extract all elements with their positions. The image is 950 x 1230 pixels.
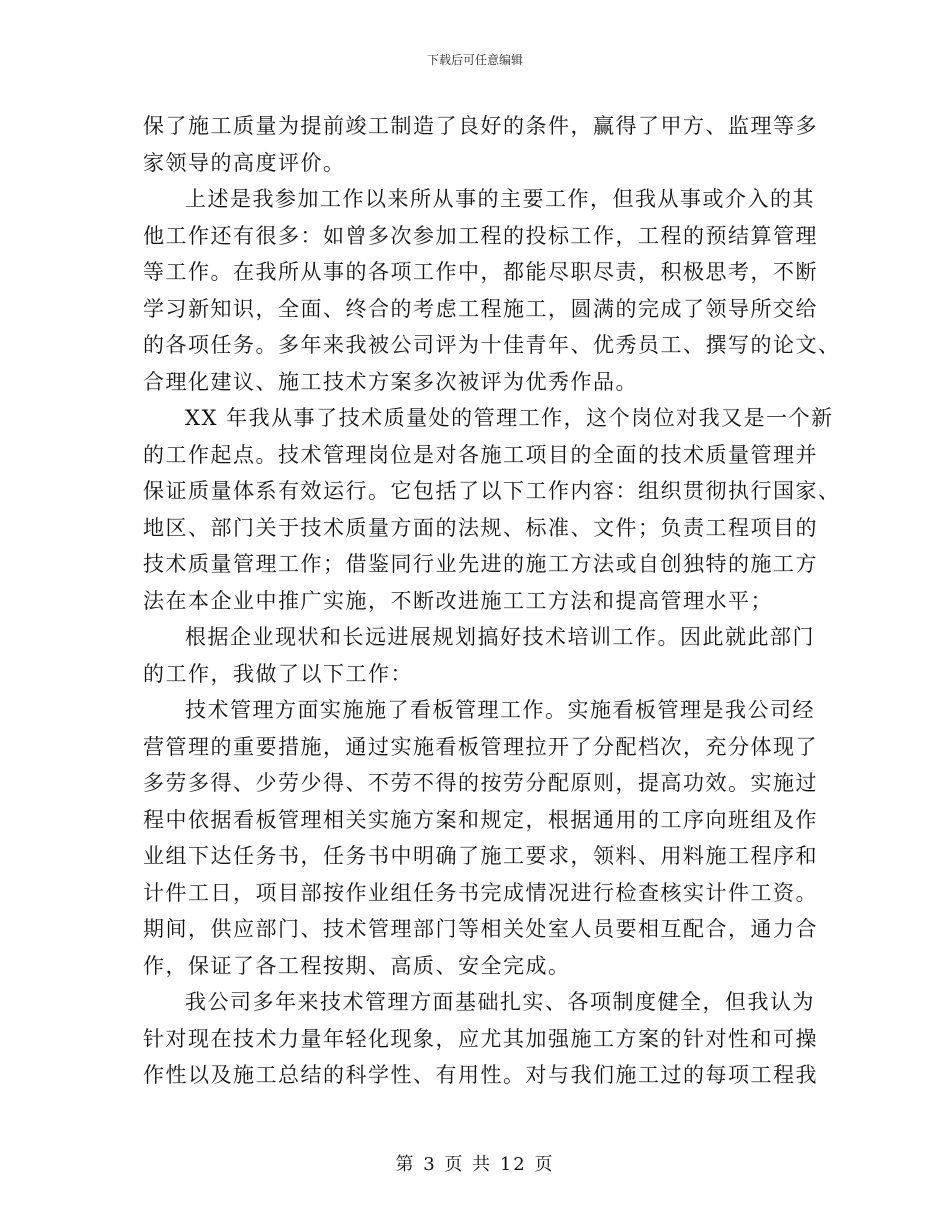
text-line: 的工作，我做了以下工作：	[143, 661, 413, 686]
text-line: 技术管理方面实施施了看板管理工作。实施看板管理是我公司经	[185, 698, 815, 722]
text-line: 他工作还有很多：如曾多次参加工程的投标工作，工程的预结算管理	[143, 223, 818, 248]
page-number-footer: 第 3 页 共 12 页	[395, 1154, 555, 1175]
text-line: 计件工日，项目部按作业组任务书完成情况进行检查核实计件工资。	[143, 880, 818, 905]
text-line: 的各项任务。多年来我被公司评为十佳青年、优秀员工、撰写的论文、	[143, 333, 841, 357]
text-line: 我公司多年来技术管理方面基础扎实、各项制度健全，但我认为	[185, 990, 815, 1014]
text-line: 地区、部门关于技术质量方面的法规、标准、文件；负责工程项目的	[143, 515, 818, 540]
text-line: 家领导的高度评价。	[143, 150, 346, 175]
text-line: 的工作起点。技术管理岗位是对各施工项目的全面的技术质量管理并	[143, 442, 818, 467]
text-line: 多劳多得、少劳少得、不劳不得的按劳分配原则，提高功效。实施过	[143, 771, 818, 795]
text-line: 法在本企业中推广实施，不断改进施工工方法和提高管理水平；	[143, 588, 773, 613]
page-header: 下载后可任意编辑	[426, 53, 523, 67]
text-line: 保了施工质量为提前竣工制造了良好的条件，赢得了甲方、监理等多	[143, 114, 818, 138]
text-line: 根据企业现状和长远进展规划搞好技术培训工作。因此就此部门	[185, 625, 815, 649]
text-line: 期间，供应部门、技术管理部门等相关处室人员要相互配合，通力合	[143, 917, 818, 941]
text-line: XX 年我从事了技术质量处的管理工作，这个岗位对我又是一个新	[185, 406, 834, 430]
text-line: 营管理的重要措施，通过实施看板管理拉开了分配档次，充分体现了	[143, 734, 818, 759]
text-line: 保证质量体系有效运行。它包括了以下工作内容：组织贯彻执行国家、	[143, 479, 841, 503]
text-line: 业组下达任务书，任务书中明确了施工要求，领料、用料施工程序和	[143, 844, 818, 868]
document-body	[143, 108, 841, 1094]
text-line: 程中依据看板管理相关实施方案和规定，根据通用的工序向班组及作	[143, 807, 818, 832]
text-line: 合理化建议、施工技术方案多次被评为优秀作品。	[143, 369, 638, 394]
text-line: 技术质量管理工作；借鉴同行业先进的施工方法或自创独特的施工方	[143, 552, 818, 576]
text-line: 学习新知识，全面、终合的考虑工程施工，圆满的完成了领导所交给	[143, 296, 818, 321]
text-line: 针对现在技术力量年轻化现象，应尤其加强施工方案的针对性和可操	[143, 1026, 818, 1051]
text-line: 作性以及施工总结的科学性、有用性。对与我们施工过的每项工程我	[143, 1063, 818, 1087]
text-line: 作，保证了各工程按期、高质、安全完成。	[143, 953, 571, 978]
text-line: 等工作。在我所从事的各项工作中，都能尽职尽责，积极思考，不断	[143, 260, 818, 284]
text-line: 上述是我参加工作以来所从事的主要工作，但我从事或介入的其	[185, 187, 815, 211]
